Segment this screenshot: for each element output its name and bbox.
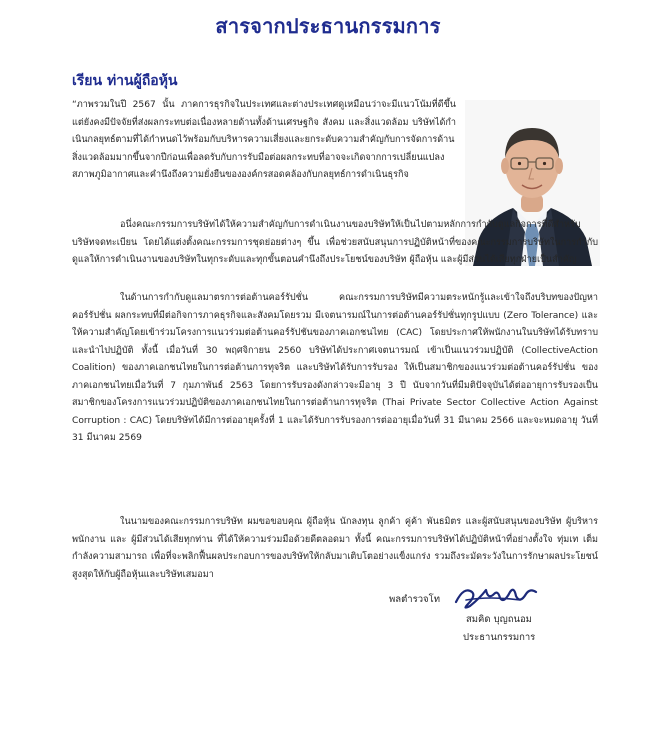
paragraph-anti-corruption: ในด้านการกำกับดูแลมาตรการต่อต้านคอร์รัปชั่น คณะกรรมการบริษัทมีความตระหนักรู้และเข้าใจถึงบริบทของปัญหาคอร์รัปชั่น ผลกระทบที่มีต่อกิจการภาคธุรกิจและสังคมโดยรวม มีเจตนารมณ์ในการต่อต้านคอร์รัปชั่นทุกรูปแบบ (Zero Tolerance) และให้ความสำคัญโดยเข้าร่วมโครงการแนวร่วมต่อต้านคอร์รัปชันของภาคเอกชนไทย (CAC) โดยประกาศให้พนักงานในบริษัทได้รับทราบและนำไปปฏิบัติ ทั้งนี้ เมื่อวันที่ 30 พฤศจิกายน 2560 บริษัทได้ประกาศเจตนารมณ์ เข้าเป็นแนวร่วมปฏิบัติ (CollectiveAction Coalition) ของภาคเอกชนไทยในการต่อต้านการทุจริต และบริษัทได้รับการรับรอง ให้เป็นสมาชิกของแนวร่วมต่อต้านคอร์รัปชั่น ของภาคเอกชนไทยเมื่อวันที่ 7 กุมภาพันธ์ 2563 โดยการรับรองดังกล่าวจะมีอายุ 3 ปี นับจากวันที่มีมติปัจจุบันได้ต่ออายุการรับรองเป็นสมาชิกของโครงการแนวร่วมปฏิบัติของภาคเอกชนไทยในการต่อต้านการทุจริต (Thai Private Sector Collective Action Against Corruption : CAC) โดยบริษัทได้มีการต่ออายุครั้งที่ 1 และได้รับการรับรองการต่ออายุเมื่อวันที่ 31 มีนาคม 2566 และจะหมดอายุ วันที่ 31 มีนาคม 2569 — [72, 293, 598, 443]
signature-name: สมคิด บุญถนอม — [466, 614, 532, 625]
handwritten-signature-icon — [450, 580, 542, 614]
salutation: เรียน ท่านผู้ถือหุ้น — [72, 73, 178, 89]
signature-position: ประธานกรรมการ — [463, 632, 536, 643]
page-title: สารจากประธานกรรมการ — [215, 14, 441, 38]
paragraph-overview: “ภาพรวมในปี 2567 นั้น ภาคการธุรกิจในประเทศและต่างประเทศดูเหมือนว่าจะมีแนวโน้มที่ดีขึ้น แต่ยังคงมีปัจจัยที่ส่งผลกระทบต่อเนื่องหลายด้านทั้งด้านเศรษฐกิจ สังคม และสิ่งแวดล้อม บริษัทได้กำเนินกลยุทธ์ตามที่ได้กำหนดไว้พร้อมกับบริหารความเสี่ยงและยกระดับความสำคัญกับการจัดการด้านสิ่งแวดล้อมมากขึ้นจากปีก่อนเพื่อลดรับกับการรับมือต่อผลกระทบที่อาจจะเกิดจากการเปลี่ยนแปลงสภาพภูมิอากาศและคำนึงถึงความยั่งยืนขององค์กรสอดคล้องกับกลยุทธ์การดำเนินธุรกิจ — [72, 100, 456, 180]
paragraph-thanks: ในนามของคณะกรรมการบริษัท ผมขอขอบคุณ ผู้ถือหุ้น นักลงทุน ลูกค้า คู่ค้า พันธมิตร และผู้สนับสนุนของบริษัท ผู้บริหาร พนักงาน และ ผู้มีส่วนได้เสียทุกท่าน ที่ได้ให้ความร่วมมือด้วยดีตลอดมา ทั้งนี้ คณะกรรมการบริษัทได้ปฏิบัติหน้าที่อย่างตั้งใจ ทุ่มเท เต็มกำลังความสามารถ เพื่อที่จะพลิกฟื้นผลประกอบการของบริษัทให้กลับมาเติบโตอย่างแข็งแกร่ง รวมถึงระมัดระวังในการรักษาผลประโยชน์สูงสุดให้กับผู้ถือหุ้นและบริษัทเสมอมา — [72, 517, 598, 580]
paragraph-governance: อนึ่งคณะกรรมการบริษัทได้ให้ความสำคัญกับการดำเนินงานของบริษัทให้เป็นไปตามหลักการกำกับดูแลกิจการที่ดีสำหรับบริษัทจดทะเบียน โดยได้แต่งตั้งคณะกรรมการชุดย่อยต่างๆ ขึ้น เพื่อช่วยสนับสนุนการปฏิบัติหน้าที่ของคณะกรรมการบริษัทในการกำกับดูแลให้การดำเนินงานของบริษัทในทุกระดับและทุกขั้นตอนคำนึงถึงประโยชน์ของบริษัท ผู้ถือหุ้น และผู้มีส่วนได้เสียทุกฝ่ายเป็นสำคัญ — [72, 220, 598, 265]
signature-rank: พลตำรวจโท — [389, 594, 440, 605]
